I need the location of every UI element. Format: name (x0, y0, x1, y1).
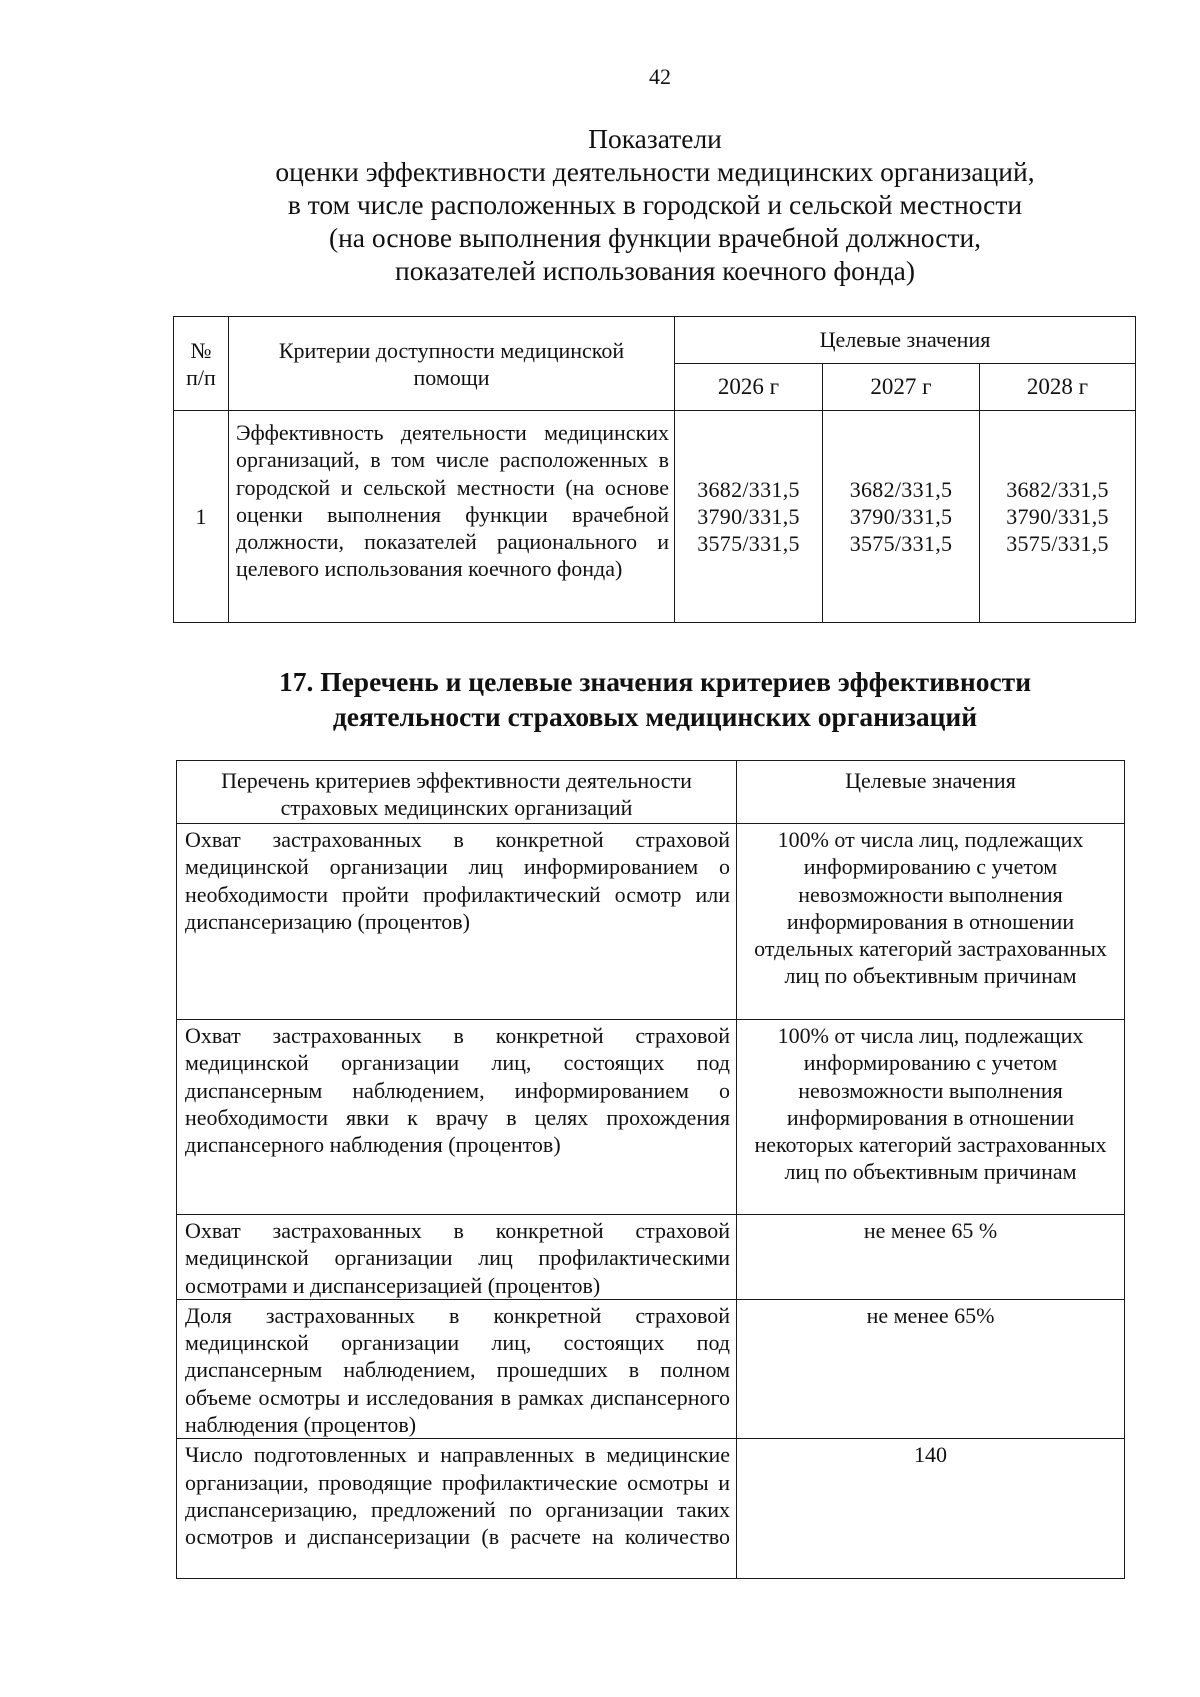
value-cell: 100% от числа лиц, подлежащих информированию с учетом невозможности выполнения информирования в отношении отдельных категорий застрахованных лиц по объективным причинам (737, 824, 1125, 1020)
insurance-criteria-table (176, 760, 1125, 1579)
value-line: 3682/331,5 (1006, 477, 1109, 502)
table-row (177, 1020, 1125, 1215)
efficiency-indicators-table (173, 316, 1136, 623)
title-line: (на основе выполнения функции врачебной должности, (328, 222, 982, 253)
criteria-cell: Доля застрахованных в конкретной страховой медицинской организации лиц, состоящих под диспансерным наблюдением, прошедших в полном объеме осмотры и исследования в рамках диспансерного наблюдения (процентов) (177, 1299, 737, 1438)
criteria-cell: Охват застрахованных в конкретной страховой медицинской организации лиц профилактическими осмотрами и диспансеризацией (процентов) (177, 1215, 737, 1300)
title-line: оценки эффективности деятельности медицинских организаций, (275, 156, 1035, 187)
table-row (177, 1299, 1125, 1438)
page-number: 42 (649, 64, 671, 89)
table-row (177, 1439, 1125, 1579)
value-cell (675, 411, 823, 623)
value-line: 3575/331,5 (849, 531, 953, 556)
column-header-criteria-list: Перечень критериев эффективности деятельности страховых медицинских организаций (177, 761, 737, 824)
value-line: 3790/331,5 (697, 504, 800, 529)
value-line: 3682/331,5 (849, 477, 953, 502)
column-header-year: 2027 г (823, 364, 980, 411)
value-line: 3790/331,5 (849, 504, 953, 529)
criteria-cell: Охват застрахованных в конкретной страховой медицинской организации лиц, состоящих под диспансерным наблюдением, информированием о необходимости явки к врачу в целях прохождения диспансерного наблюдения (процентов) (177, 1020, 737, 1215)
section-heading-line: деятельности страховых медицинских организаций (332, 701, 978, 732)
criteria-cell: Число подготовленных и направленных в медицинские организации, проводящие профилактические осмотры и диспансеризацию, предложений по организации таких осмотров и диспансеризации (в расчете на количество (177, 1439, 737, 1579)
value-line: 3575/331,5 (697, 531, 800, 556)
column-header-year: 2028 г (980, 364, 1136, 411)
column-header-criteria: Критерии доступности медицинской помощи (229, 317, 675, 411)
value-cell (980, 411, 1136, 623)
section-heading (170, 664, 1140, 734)
column-header-number: № п/п (174, 317, 229, 411)
title-line: Показатели (588, 123, 722, 154)
column-header-target-values: Целевые значения (675, 317, 1136, 364)
value-line: 3682/331,5 (697, 477, 800, 502)
value-cell (823, 411, 980, 623)
section-heading-line: 17. Перечень и целевые значения критериев эффективности (278, 666, 1032, 697)
value-cell: не менее 65 % (737, 1215, 1125, 1300)
title-line: в том числе расположенных в городской и сельской местности (287, 189, 1023, 220)
value-cell: 100% от числа лиц, подлежащих информированию с учетом невозможности выполнения информирования в отношении некоторых категорий застрахованных лиц по объективным причинам (737, 1020, 1125, 1215)
row-number: 1 (174, 411, 229, 623)
title-line: показателей использования коечного фонда) (395, 255, 915, 286)
document-title (170, 122, 1140, 287)
criteria-cell: Эффективность деятельности медицинских организаций, в том числе расположенных в городской и сельской местности (на основе оценки выполнения функции врачебной должности, показателей рационального и целевого использования коечного фонда) (229, 411, 675, 623)
table-row (177, 824, 1125, 1020)
column-header-target-values: Целевые значения (737, 761, 1125, 824)
value-cell: 140 (737, 1439, 1125, 1579)
value-line: 3575/331,5 (1006, 531, 1109, 556)
table-row (174, 411, 1136, 623)
criteria-cell: Охват застрахованных в конкретной страховой медицинской организации лиц информированием о необходимости пройти профилактический осмотр или диспансеризацию (процентов) (177, 824, 737, 1020)
value-line: 3790/331,5 (1006, 504, 1109, 529)
table-row (177, 1215, 1125, 1300)
value-cell: не менее 65% (737, 1299, 1125, 1438)
column-header-year: 2026 г (675, 364, 823, 411)
